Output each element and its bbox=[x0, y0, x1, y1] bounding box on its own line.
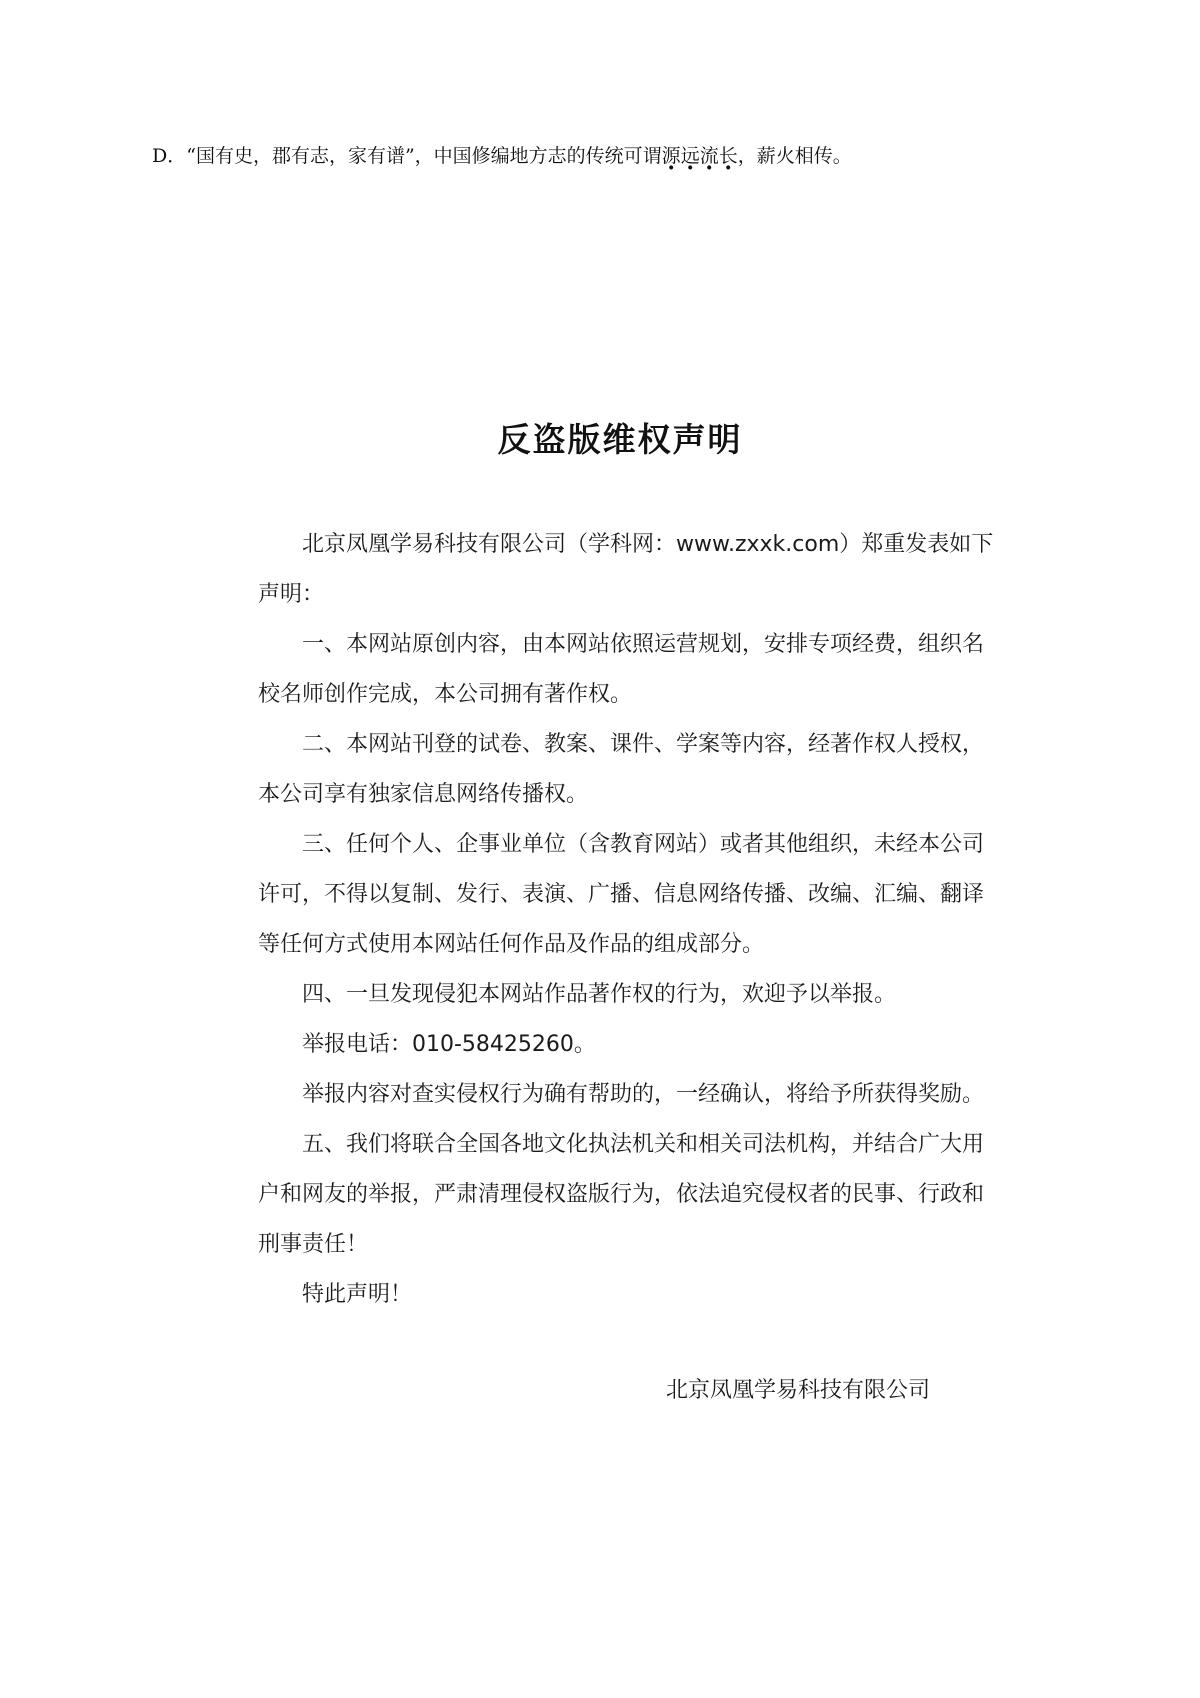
emphasized-char: 流 bbox=[699, 145, 719, 167]
notice-paragraph: 举报内容对查实侵权行为确有帮助的，一经确认，将给予所获得奖励。 bbox=[302, 1082, 985, 1107]
option-label: D． bbox=[152, 145, 187, 167]
emphasized-char: 远 bbox=[680, 145, 700, 167]
emphasized-char: 源 bbox=[661, 145, 681, 167]
notice-paragraph: 二、本网站刊登的试卷、教案、课件、学案等内容，经著作权人授权，本公司享有独家信息网络传播权。 bbox=[258, 732, 985, 807]
notice-signature: 北京凤凰学易科技有限公司 bbox=[666, 1378, 931, 1403]
notice-title: 反盗版维权声明 bbox=[497, 420, 743, 459]
notice-paragraph: 北京凤凰学易科技有限公司（学科网：www.zxxk.com）郑重发表如下声明： bbox=[258, 532, 994, 607]
question-option-d bbox=[152, 142, 852, 170]
notice-paragraph: 五、我们将联合全国各地文化执法机关和相关司法机构，并结合广大用户和网友的举报，严肃清理侵权盗版行为，依法追究侵权者的民事、行政和刑事责任！ bbox=[258, 1132, 985, 1257]
notice-body bbox=[258, 520, 1003, 1320]
notice-paragraph: 四、一旦发现侵犯本网站作品著作权的行为，欢迎予以举报。 bbox=[302, 982, 897, 1007]
option-text-before: “国有史，郡有志，家有谱”，中国修编地方志的传统可谓 bbox=[186, 145, 662, 167]
notice-paragraph: 举报电话：010-58425260。 bbox=[302, 1032, 596, 1057]
emphasized-char: 长 bbox=[718, 145, 738, 167]
notice-paragraph: 三、任何个人、企事业单位（含教育网站）或者其他组织，未经本公司许可，不得以复制、发行、表演、广播、信息网络传播、改编、汇编、翻译等任何方式使用本网站任何作品及作品的组成部分。 bbox=[258, 832, 985, 957]
notice-paragraph: 一、本网站原创内容，由本网站依照运营规划，安排专项经费，组织名校名师创作完成，本公司拥有著作权。 bbox=[258, 632, 985, 707]
option-text-after: ，薪火相传。 bbox=[737, 145, 852, 167]
notice-paragraph: 特此声明！ bbox=[302, 1282, 413, 1307]
